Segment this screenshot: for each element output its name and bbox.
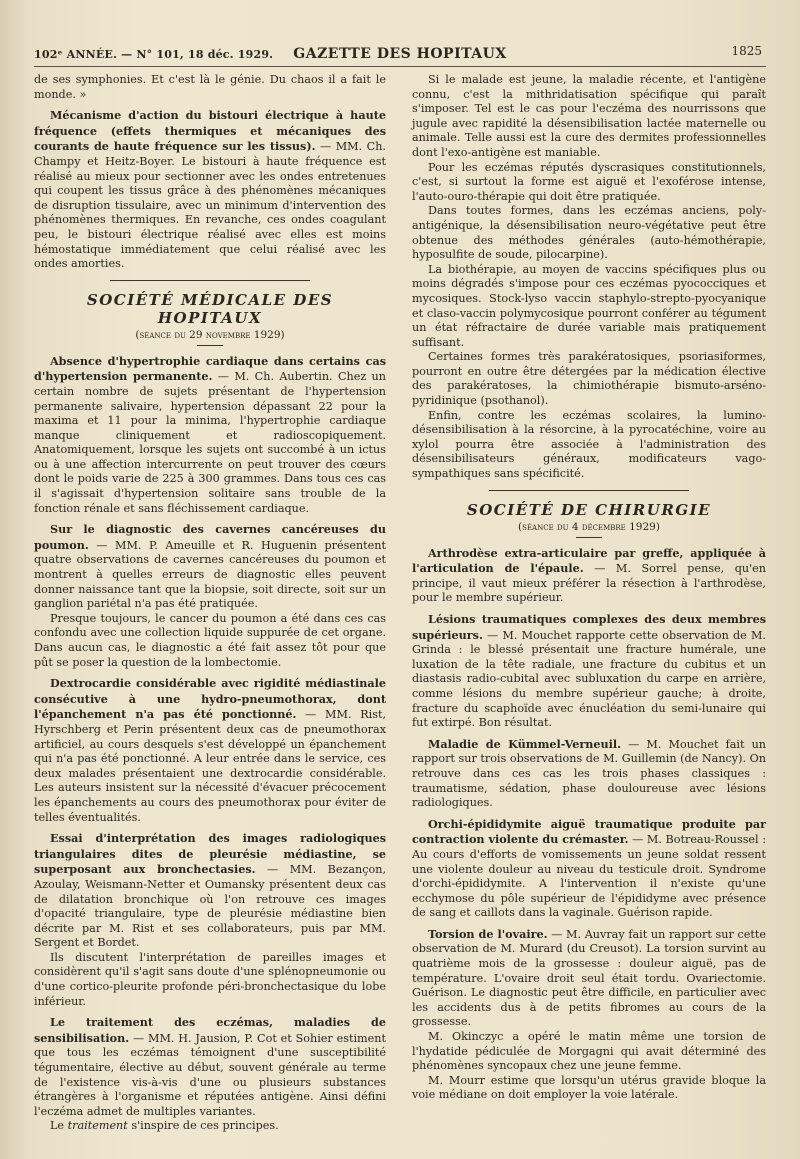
- paragraph: de ses symphonies. Et c'est là le génie. Du chaos il a fait le monde. »: [34, 73, 386, 101]
- page-header: [34, 38, 766, 67]
- article-bistouri: Mécanisme d'action du bistouri électrique à haute fréquence (effets thermiques et mécaniques des courants de haute fréquence sur les tissus). — MM. Ch. Champy et Heitz-Boyer. Le bistouri à haute fréquence est réalisé au mieux pour sectionner avec les ondes entretenues qui coupent les tissus grâce à des phénomènes mécaniques de disruption tissulaire, avec un minimum d'intervention des phénomènes thermiques. En revanche, ces ondes coagulant peu, le bistouri électrique réalisé avec elles est moins hémostatique immédiatement que celui réalisé avec les ondes amorties.: [34, 108, 387, 271]
- paragraph: La biothérapie, au moyen de vaccins spécifiques plus ou moins dégradés s'impose pour ces eczémas pyococciques et mycosiques. Stock-lyso vaccin staphylo-strepto-pyocyanique et claso-vaccin polymycosique pourront conférer au tégument un état réfractaire de durée variable mais pratiquement suffisant.: [412, 262, 766, 349]
- article-images-radiologiques: Essai d'interprétation des images radiologiques triangulaires dites de pleurésie médiastine, se superposant aux bronchectasies. — MM. Bezançon, Azoulay, Weismann-Netter et Oumansky présentent deux cas de dilatation bronchique où l'on retrouve ces images d'opacité triangulaire, type de pleurésie médiastine bien décrite par M. Rist et ses collaborateurs, puis par MM. Sergent et Bordet.: [34, 831, 387, 950]
- section-date: (séance du 29 novembre 1929): [135, 328, 285, 341]
- short-divider: [576, 537, 602, 538]
- journal-title: GAZETTE DES HOPITAUX: [293, 46, 507, 62]
- page-number: 1825: [731, 44, 762, 58]
- article-torsion-ovaire: Torsion de l'ovaire. — M. Auvray fait un rapport sur cette observation de M. Murard (du Creusot). La torsion survint au quatrième mois de la grossesse : douleur aiguë, pas de température. L'ovaire droit seul était tordu. Ovariectomie. Guérison. Le diagnostic peut être difficile, en particulier avec les accidents dus à de petits fibromes au cours de la grossesse.: [412, 926, 766, 1029]
- left-column: [34, 73, 386, 1134]
- paragraph: Pour les eczémas réputés dyscrasiques constitutionnels, c'est, si surtout la forme est aiguë et l'exoférose intense, l'auto-ouro-thérapie qui doit être pratiquée.: [412, 160, 766, 203]
- short-divider: [197, 345, 223, 346]
- issue-info: 102ᵉ ANNÉE. — N° 101, 18 déc. 1929.: [34, 48, 274, 61]
- section-title-chirurgie: SOCIÉTÉ DE CHIRURGIE: [466, 500, 712, 519]
- article-kummel-verneuil: Maladie de Kümmel-Verneuil. — M. Mouchet fait un rapport sur trois observations de M. Guillemin (de Nancy). On retrouve dans ces cas les trois phases classiques : traumatisme, sédation, phase douloureuse avec lésions radiologiques.: [412, 736, 766, 810]
- section-divider: [110, 280, 310, 281]
- paragraph: Presque toujours, le cancer du poumon a été dans ces cas confondu avec une collection liquide suppurée de cet organe. Dans aucun cas, le diagnostic a été fait assez tôt pour que pût se poser la question de la lombectomie.: [34, 611, 386, 669]
- article-orchi-epididymite: Orchi-épididymite aiguë traumatique produite par contraction violente du crémaster. — M. Botreau-Roussel : Au cours d'efforts de vomissements un jeune soldat ressent une violente douleur au niveau du testicule droit. Syndrome d'orchi-épididymite. A l'intervention il n'existe qu'une ecchymose du pôle supérieur de l'épididyme avec présence de sang et caillots dans la vaginale. Guérison rapide.: [412, 816, 766, 920]
- paragraph: Le traitement s'inspire de ces principes.: [50, 1119, 279, 1133]
- article-arthrodese: Arthrodèse extra-articulaire par greffe, appliquée à l'articulation de l'épaule. — M. Sorrel pense, qu'en principe, il vaut mieux préférer la résection à l'arthrodèse, pour le membre supérieur.: [412, 545, 767, 605]
- paragraph: M. Okinczyc a opéré le matin même une torsion de l'hydatide pédiculée de Morgagni qui avait déterminé des phénomènes syncopaux chez une jeune femme.: [412, 1030, 766, 1073]
- section-title-medicale: SOCIÉTÉ MÉDICALE DES HOPITAUX: [86, 290, 334, 327]
- article-cavernes: Sur le diagnostic des cavernes cancéreuses du poumon. — MM. P. Ameuille et R. Huguenin présentent quatre observations de cavernes cancéreuses du poumon et montrent à quelles erreurs de diagnostic elles peuvent donner naissance tant que la biopsie, soit directe, soit sur un ganglion pariétal n'a pas été pratiquée.: [34, 522, 386, 611]
- article-hypertension: Absence d'hypertrophie cardiaque dans certains cas d'hypertension permanente. — M. Ch. Aubertin. Chez un certain nombre de sujets présentant de l'hypertension permanente salivaire, hypertension dépassant 22 pour la maxima et 11 pour la minima, l'hypertrophie cardiaque manque cliniquement et radioscopiquement. Anatomiquement, lorsque les sujets ont succombé à un ictus ou à une affection intercurrente on peut trouver des cœurs dont le poids varie de 225 à 300 grammes. Dans tous ces cas il s'agissait d'hypertension solitaire sans trouble de la fonction rénale et sans fléchissement cardiaque.: [34, 353, 386, 515]
- paragraph: Si le malade est jeune, la maladie récente, et l'antigène connu, c'est la mithridatisation spécifique qui paraît s'imposer. Tel est le cas pour l'eczéma des nourrissons que jugule avec rapidité la désensibilisation lactée maternelle ou animale. Telle aussi est la cure des dermites professionnelles dont l'exo-antigène est maniable.: [412, 73, 766, 159]
- article-dextrocardie: Dextrocardie considérable avec rigidité médiastinale consécutive à une hydro-pneumothorax, dont l'épanchement n'a pas été ponctionné. — MM. Rist, Hyrschberg et Perin présentent deux cas de pneumothorax artificiel, au cours desquels s'est développé un épanchement qui n'a pas été ponctionné. A leur entrée dans le service, ces deux malades présentaient une dextrocardie considérable. Les auteurs insistent sur la nécessité d'évacuer précocement les épanchements au cours des pneumothorax pour éviter de telles éventualités.: [34, 676, 387, 824]
- paragraph: M. Mourr estime que lorsqu'un utérus gravide bloque la voie médiane on doit employer la voie latérale.: [412, 1073, 766, 1102]
- paragraph: Ils discutent l'interprétation de pareilles images et considèrent qu'il s'agit sans doute d'une splénopneumonie ou d'une cortico-pleurite profonde péri-bronchectasique du lobe inférieur.: [34, 950, 386, 1008]
- two-column-body: [34, 73, 766, 1134]
- section-divider: [489, 490, 689, 491]
- article-eczemas: Le traitement des eczémas, maladies de sensibilisation. — MM. H. Jausion, P. Cot et Sohier estiment que tous les eczémas témoignent d'une susceptibilité tégumentaire, élective au début, souvent générale au terme de l'existence vis-à-vis d'une ou plusieurs substances étrangères à l'organisme et réputées antigène. Ainsi défini l'eczéma admet de multiples variantes.: [34, 1015, 386, 1118]
- paragraph: Enfin, contre les eczémas scolaires, la lumino-désensibilisation à la résorcine, à la pyrocatéchine, voire au xylol pourra être associée à l'administration des désensibilisateurs généraux, modificateurs vago-sympathiques sans spécificité.: [412, 408, 766, 481]
- right-column: [412, 73, 766, 1134]
- paragraph: Dans toutes formes, dans les eczémas anciens, poly-antigénique, la désensibilisation neuro-végétative peut être obtenue des méthodes générales (auto-hémothérapie, hyposulfite de soude, pilocarpine).: [412, 204, 766, 262]
- article-lesions-traumatiques: Lésions traumatiques complexes des deux membres supérieurs. — M. Mouchet rapporte cette observation de M. Grinda : le blessé présentait une fracture humérale, une luxation de la tête radiale, une fracture du cubitus et un diastasis radio-cubital avec subluxation du carpe en arrière, comme lésions du membre supérieur gauche; à droite, fracture du scaphoïde avec énucléation du semi-lunaire qui fut extirpé. Bon résultat.: [412, 612, 766, 730]
- paragraph: Certaines formes très parakératosiques, psoriasiformes, pourront en outre être détergées par la médication élective des parakératoses, la chimiothérapie bismuto-arséno-pyridinique (psothanol).: [412, 350, 766, 408]
- section-date: (séance du 4 décembre 1929): [518, 520, 660, 533]
